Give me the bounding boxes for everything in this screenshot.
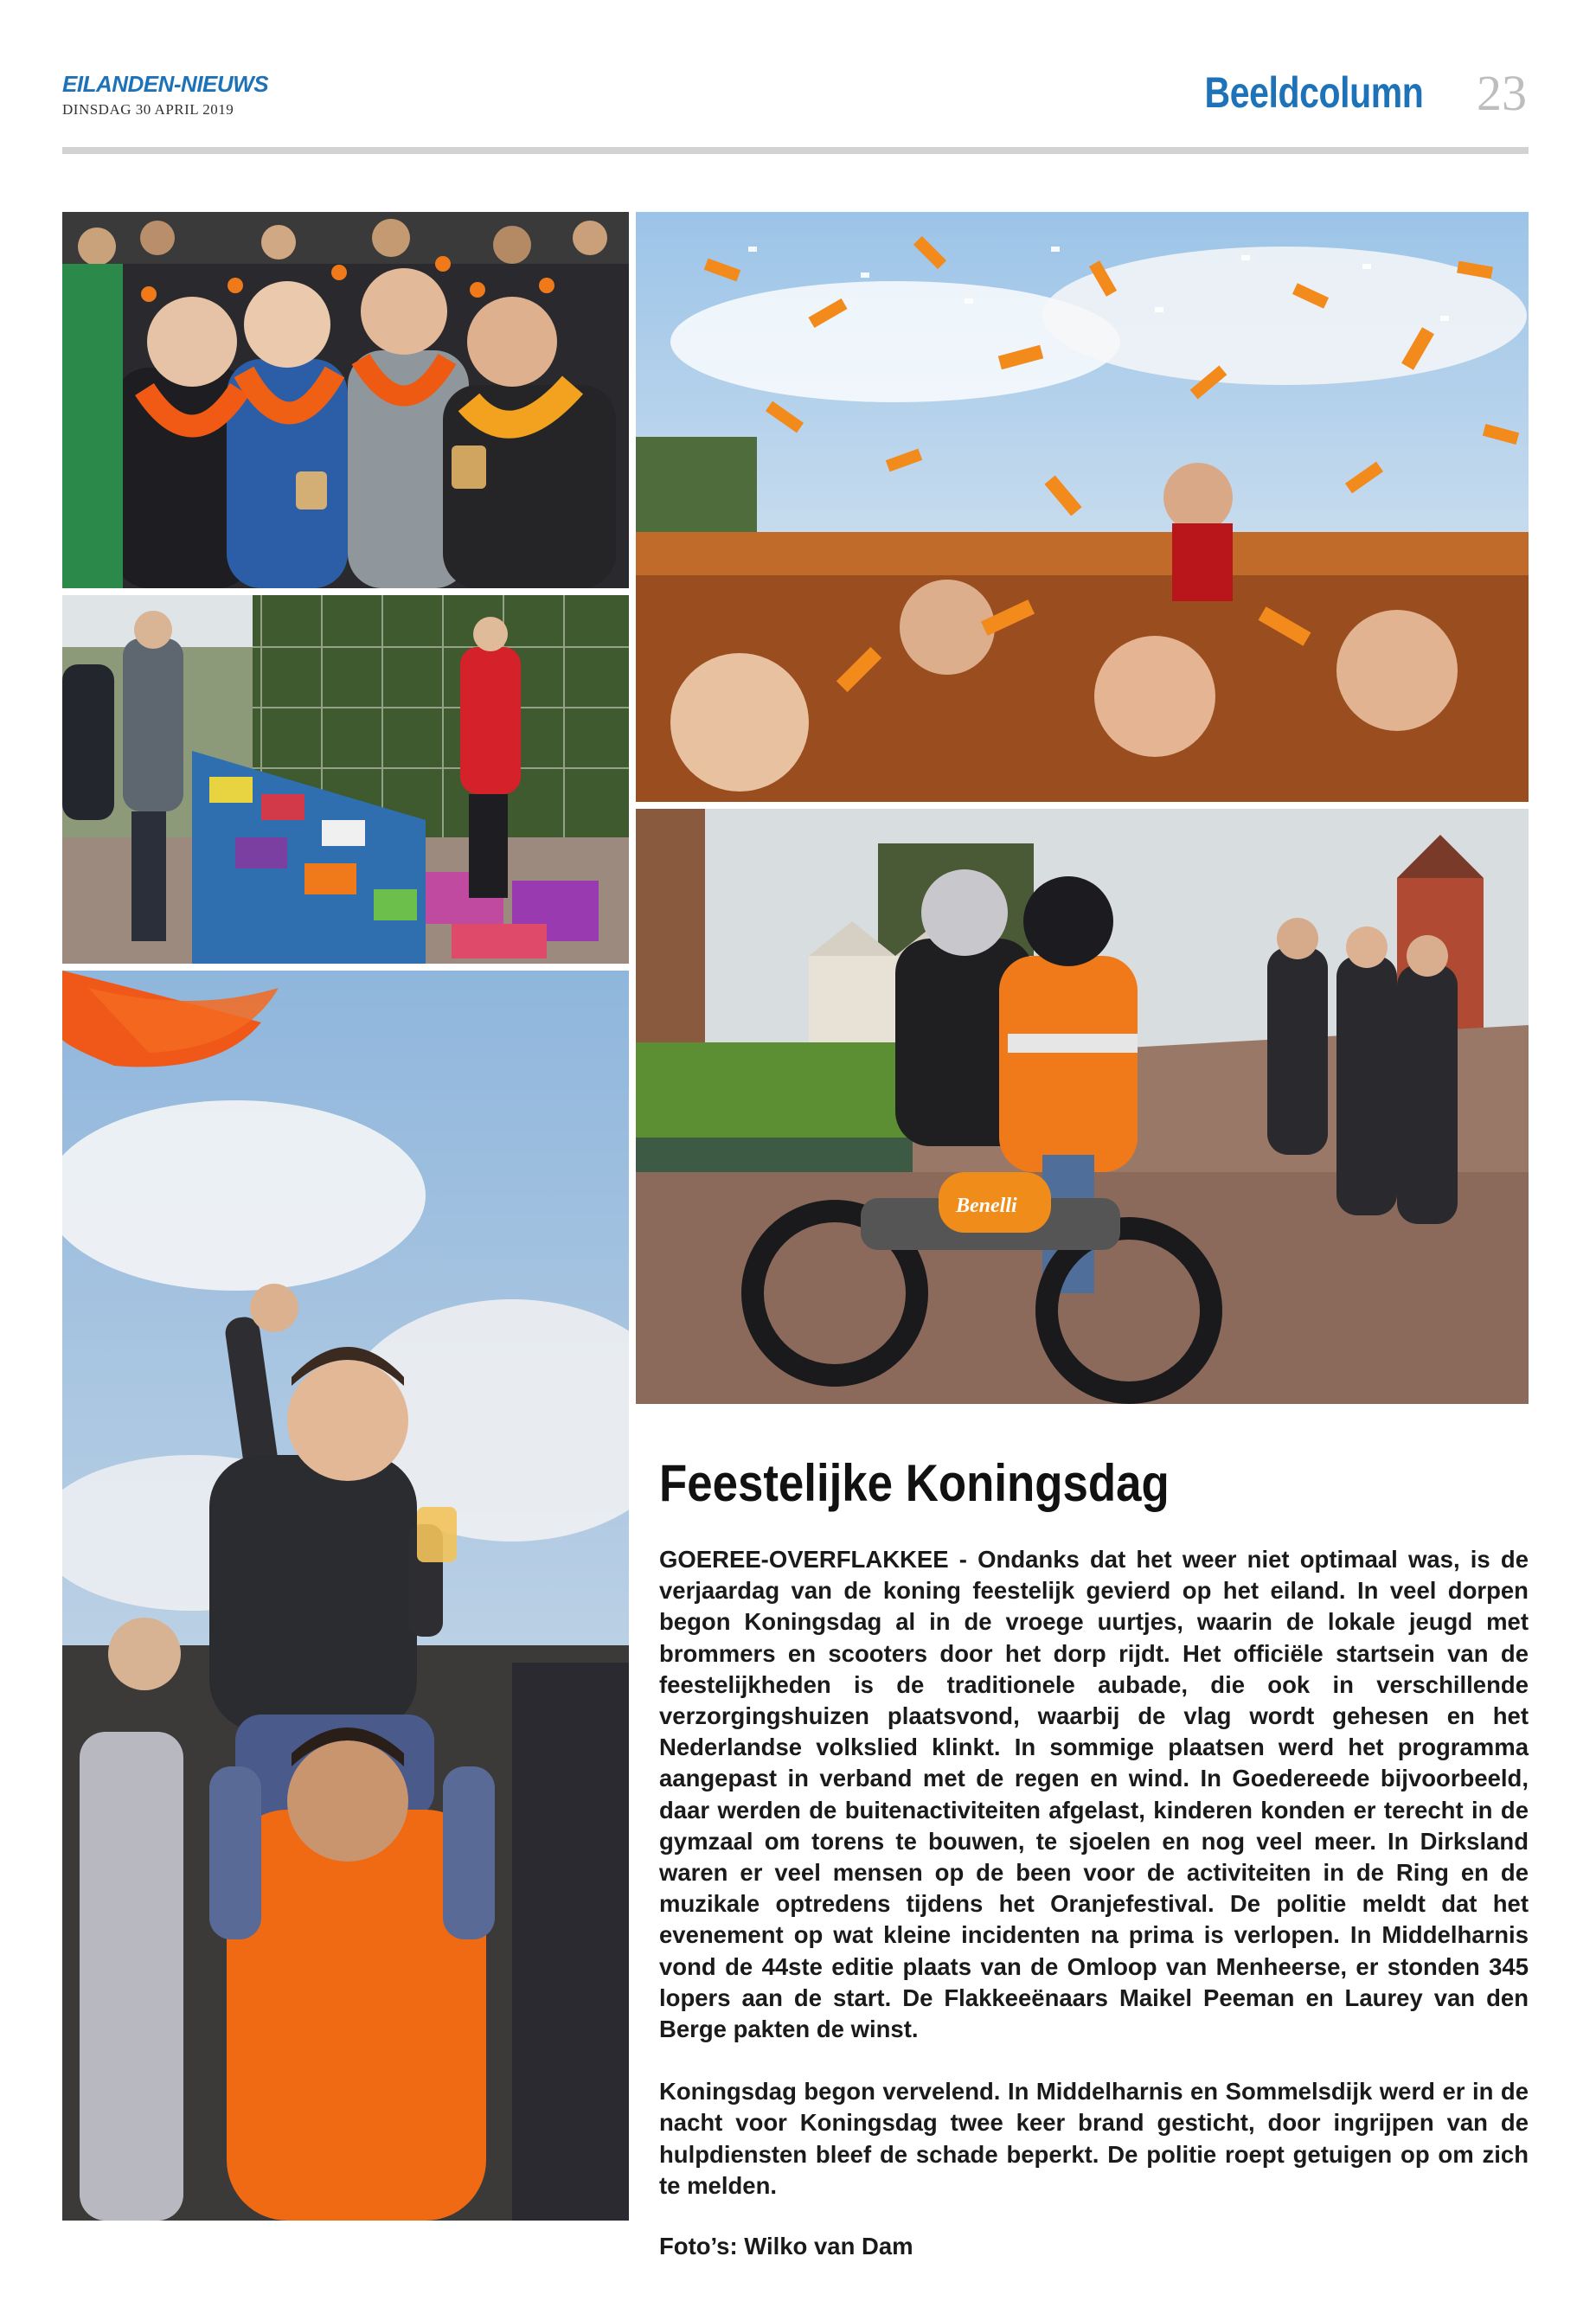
header-rule [62,147,1529,154]
photo-credit: Foto’s: Wilko van Dam [659,2233,913,2260]
photo-women-orange-garlands [62,212,629,588]
page-number: 23 [1477,65,1527,121]
newspaper-logo: EILANDEN-NIEUWS [62,71,269,97]
article-paragraph-1: GOEREE-OVERFLAKKEE - Ondanks dat het weer niet optimaal was, is de verjaardag van de koning feestelijk gevierd op het eiland. In veel dorpen begon Koningsdag al in de vroege uurtjes, waarin de lokale jeugd met brommers en scooters door het dorp rijdt. Het officiële startsein van de feestelijkheden is de traditionele aubade, die ook in verschillende verzorgingshuizen plaatsvond, waarbij de vlag wordt gehesen en het Nederlandse volkslied klinkt. In sommige plaatsen werd het programma aangepast in verband met de regen en wind. In Goedereede bijvoorbeeld, daar werden de buitenactiviteiten afgelast, kinderen konden er terecht in de gymzaal om torens te bouwen, te sjoelen en nog veel meer. In Dirksland waren er veel mensen op de been voor de activiteiten in de Ring en de muzikale optredens tijdens het Oranjefestival. De politie meldt dat het evenement op wat kleine incidenten na prima is verlopen. In Middelharnis vond de 44ste editie plaats van de Omloop van Menheerse, er stonden 345 lopers aan de start. De Flakkeeënaars Maikel Peeman en Laurey van den Berge pakten de winst. [659,1546,1529,2043]
photo-flea-market [62,595,629,964]
photo-crowd-confetti [636,212,1529,802]
article [659,1453,1529,2260]
masthead [62,71,268,119]
photo-man-on-shoulders [62,971,629,2221]
article-headline: Feestelijke Koningsdag [659,1454,1170,1512]
photo-motorcycle [636,809,1529,1404]
article-paragraph-2: Koningsdag begon vervelend. In Middelharnis en Sommelsdijk werd er in de nacht voor Koningsdag twee keer brand gesticht, door ingrijpen van de hulpdiensten bleef de schade beperkt. De politie roept getuigen op om zich te melden. [659,2078,1529,2199]
issue-date: DINSDAG 30 APRIL 2019 [62,101,234,118]
section-title: Beeldcolumn [1204,68,1423,117]
motorcycle-brand-label: Benelli [956,1195,1017,1217]
